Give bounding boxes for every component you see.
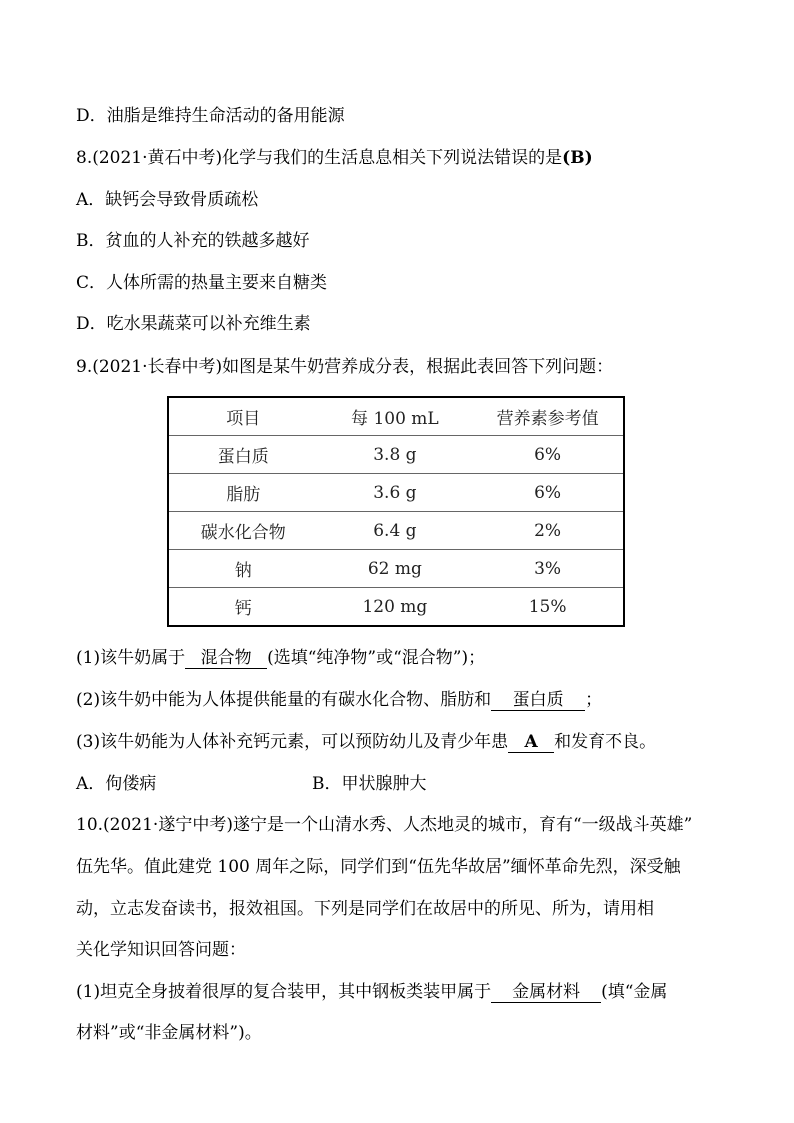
- table-cell: 2%: [472, 512, 624, 550]
- table-cell: 6.4 g: [318, 512, 473, 550]
- q9-sub2-answer: 蛋白质: [491, 690, 585, 711]
- q9-sub2: [76, 689, 602, 711]
- q8-answer: (B): [562, 148, 593, 168]
- table-row: [168, 474, 624, 512]
- q9-sub2-suffix: ；: [585, 690, 603, 710]
- q9-sub1-answer: 混合物: [185, 648, 267, 669]
- table-cell: 6%: [472, 474, 624, 512]
- q9-sub3-answer: A: [508, 732, 554, 753]
- q10-line2: 伍先华。值此建党 100 周年之际，同学们到“伍先华故居”缅怀革命先烈，深受触: [76, 857, 681, 877]
- q9-sub1-suffix: (选填“纯净物”或“混合物”)；: [267, 648, 486, 668]
- table-cell: 6%: [472, 436, 624, 474]
- q10-sub1-prefix: (1)坦克全身披着很厚的复合装甲，其中钢板类装甲属于: [76, 982, 492, 1002]
- q9-options: [76, 773, 576, 795]
- q10-sub1: [76, 981, 667, 1003]
- table-header: 项目: [226, 409, 261, 429]
- table-cell: 蛋白质: [168, 436, 318, 474]
- table-row: [168, 588, 624, 627]
- nutrition-table: [167, 396, 625, 627]
- table-cell: 3%: [472, 550, 624, 588]
- q8-stem: [76, 147, 593, 169]
- q9-stem: 9.(2021·长春中考)如图是某牛奶营养成分表，根据此表回答下列问题：: [76, 357, 614, 377]
- table-row: [168, 550, 624, 588]
- table-cell: 脂肪: [168, 474, 318, 512]
- table-header-row: [168, 397, 624, 436]
- table-row: [168, 512, 624, 550]
- q8-option-d: D．吃水果蔬菜可以补充维生素: [76, 314, 311, 334]
- table-header: 营养素参考值: [496, 409, 599, 429]
- q7-option-d: D．油脂是维持生命活动的备用能源: [76, 106, 345, 126]
- table-cell: 120 mg: [318, 588, 473, 627]
- q8-option-a: A．缺钙会导致骨质疏松: [76, 190, 259, 210]
- table-header: 每 100 mL: [351, 409, 439, 429]
- q10-sub1-suffix: (填“金属: [601, 982, 668, 1002]
- q9-sub3-prefix: (3)该牛奶能为人体补充钙元素，可以预防幼儿及青少年患: [76, 732, 509, 752]
- q10-sub1-line2: 材料”或“非金属材料”)。: [76, 1023, 262, 1043]
- q9-sub3: [76, 731, 656, 753]
- q9-sub1: [76, 647, 485, 669]
- q10-line1: 10.(2021·遂宁中考)遂宁是一个山清水秀、人杰地灵的城市，育有“一级战斗英雄”: [76, 815, 693, 835]
- q10-line3: 动，立志发奋读书，报效祖国。下列是同学们在故居中的所见、所为，请用相: [76, 899, 654, 919]
- q8-option-c: C．人体所需的热量主要来自糖类: [76, 273, 328, 293]
- q9-option-b: B．甲状腺肿大: [312, 774, 427, 794]
- q10-line4: 关化学知识回答问题：: [76, 940, 246, 960]
- q9-option-a: A．佝偻病: [76, 774, 157, 794]
- table-cell: 钙: [168, 588, 318, 627]
- q8-option-b: B．贫血的人补充的铁越多越好: [76, 231, 310, 251]
- table-cell: 3.8 g: [318, 436, 473, 474]
- table-row: [168, 436, 624, 474]
- table-cell: 62 mg: [318, 550, 473, 588]
- table-cell: 3.6 g: [318, 474, 473, 512]
- table-cell: 钠: [168, 550, 318, 588]
- q9-sub3-suffix: 和发育不良。: [554, 732, 657, 752]
- table-cell: 碳水化合物: [168, 512, 318, 550]
- q9-sub1-prefix: (1)该牛奶属于: [76, 648, 186, 668]
- q9-sub2-prefix: (2)该牛奶中能为人体提供能量的有碳水化合物、脂肪和: [76, 690, 492, 710]
- q8-stem-text: 8.(2021·黄石中考)化学与我们的生活息息相关下列说法错误的是: [76, 148, 563, 168]
- table-cell: 15%: [472, 588, 624, 627]
- q10-sub1-answer: 金属材料: [491, 982, 601, 1003]
